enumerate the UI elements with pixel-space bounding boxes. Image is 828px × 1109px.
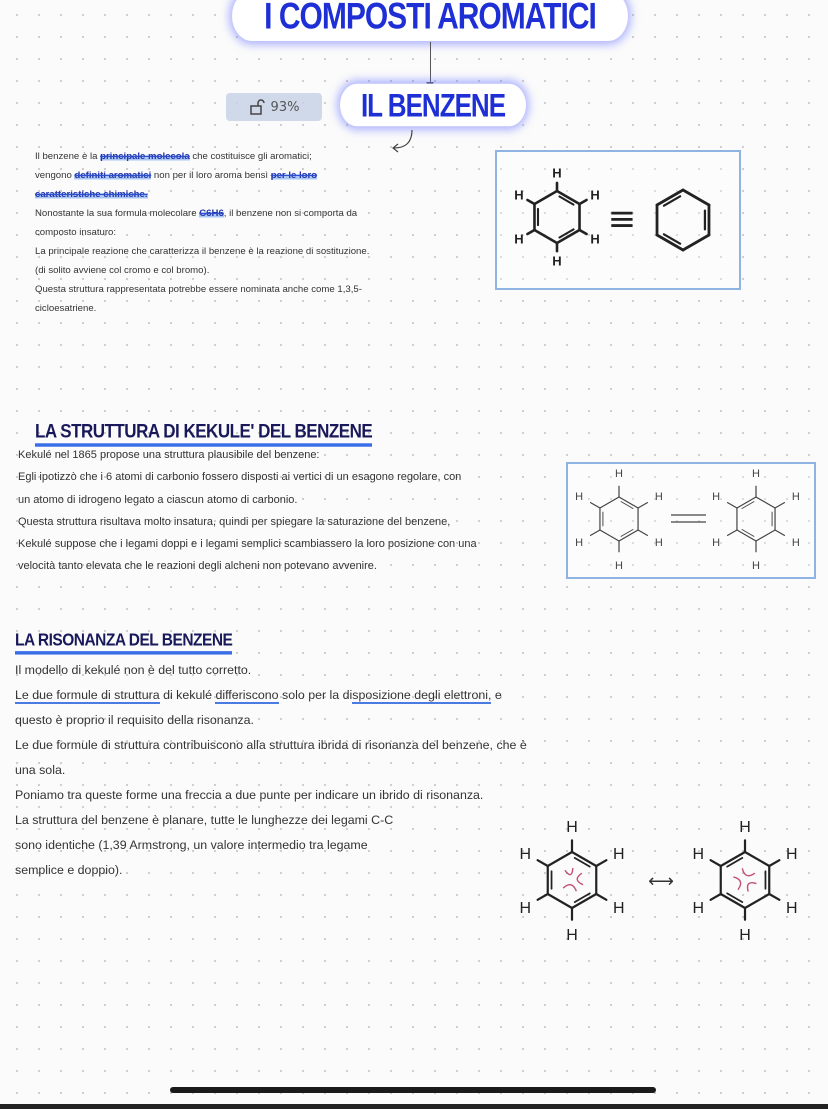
text-line: [35, 166, 369, 185]
text-line: [15, 808, 527, 833]
highlighted-text: definiti aromatici: [74, 170, 152, 181]
hydrogen-label: H: [739, 926, 751, 944]
hydrogen-label: H: [552, 165, 562, 181]
hydrogen-label: H: [612, 899, 625, 917]
equivalence-symbol: ≡: [607, 199, 637, 239]
bond-line: [548, 852, 572, 866]
hydrogen-label: H: [791, 536, 800, 549]
bond-line: [538, 894, 548, 900]
electron-arrow: [742, 868, 755, 875]
bond-line: [769, 894, 779, 900]
bond-line: [527, 200, 534, 204]
text-line: [15, 733, 527, 758]
double-bond-line: [621, 502, 633, 509]
text-segment: questo è proprio il requisito della risonanza.: [15, 713, 255, 727]
hydrogen-label: H: [654, 490, 663, 503]
hydrogen-label: H: [552, 253, 562, 269]
bond-line: [538, 860, 548, 866]
text-segment: Kekulé suppose che i legami doppi e i legami semplici scambiassero la loro posizione con una: [18, 538, 477, 551]
text-segment: di kekulé: [159, 688, 216, 702]
bond-line: [580, 200, 587, 204]
text-line: [35, 185, 369, 204]
text-segment: semplice e doppio).: [15, 863, 123, 877]
bond-line: [711, 860, 721, 866]
hydrogen-label: H: [712, 490, 721, 503]
double-bond-line: [575, 893, 590, 902]
hydrogen-label: H: [615, 559, 623, 572]
text-segment: Questa struttura rappresentata potrebbe essere nominata anche come 1,3,5-: [35, 284, 362, 295]
bond-line: [756, 530, 775, 541]
hydrogen-label: H: [519, 845, 532, 863]
bond-line: [683, 190, 709, 205]
electron-arrow: [733, 877, 740, 890]
text-segment: un atomo di idrogeno legato a ciascun atomo di carbonio.: [18, 493, 298, 506]
bond-line: [591, 530, 600, 535]
hydrogen-label: H: [519, 899, 532, 917]
text-segment: Il modello di kekulé non è del tutto corretto.: [15, 663, 252, 677]
text-line: [35, 147, 369, 166]
text-segment: non per il loro aroma bensì: [151, 170, 271, 181]
intro-paragraph: [35, 147, 369, 318]
resonance-paragraph: [15, 658, 527, 883]
bond-line: [548, 894, 572, 908]
highlighted-text: C6H6: [199, 208, 224, 219]
hydrogen-label: H: [590, 231, 600, 247]
bond-line: [580, 230, 587, 234]
section-title-benzene: IL BENZENE: [340, 84, 526, 127]
hydrogen-label: H: [739, 818, 751, 836]
text-line: [18, 555, 477, 577]
hydrogen-label: H: [785, 845, 798, 863]
hydrogen-label: H: [575, 490, 584, 503]
electron-arrow: [565, 868, 573, 875]
text-segment: Le due formule di struttura contribuiscono alla struttura ibrida di risonanza del benzene, che è: [15, 738, 527, 752]
text-line: [18, 489, 477, 511]
text-line: [15, 783, 527, 808]
bond-line: [683, 235, 709, 250]
hydrogen-label: H: [791, 490, 800, 503]
hydrogen-label: H: [575, 536, 584, 549]
text-line: [18, 511, 477, 533]
text-segment: vengono: [35, 170, 75, 181]
bond-line: [728, 530, 737, 535]
text-segment: una sola.: [15, 763, 66, 777]
bond-line: [534, 230, 557, 243]
text-segment: solo per la di: [278, 688, 353, 702]
text-segment: La struttura del benzene è planare, tutte le lunghezze dei legami C-C: [15, 813, 394, 827]
bond-line: [596, 894, 606, 900]
hydrogen-label: H: [566, 818, 578, 836]
bond-line: [775, 503, 784, 508]
electron-arrow: [563, 885, 576, 891]
text-segment: Il benzene è la: [35, 151, 101, 162]
double-bond-line: [742, 502, 754, 509]
hydrogen-label: H: [590, 187, 600, 203]
text-line: [18, 533, 477, 555]
text-line: [15, 758, 527, 783]
text-segment: cicloesatriene.: [35, 303, 97, 314]
bond-line: [711, 894, 721, 900]
benzene-structure-diagram: [495, 150, 741, 290]
text-segment: Poniamo tra queste forme una freccia a due punte per indicare un ibrido di risonanza.: [15, 788, 484, 802]
bond-line: [591, 503, 600, 508]
text-line: [15, 833, 527, 858]
double-bond-line: [575, 858, 590, 867]
bond-line: [600, 497, 619, 508]
resonance-structures-diagram: [495, 805, 828, 955]
bond-line: [600, 530, 619, 541]
double-bond-line: [742, 529, 754, 536]
bond-line: [638, 503, 647, 508]
hydrogen-label: H: [615, 467, 623, 480]
underlined-text: sposizione degli elettroni,: [352, 688, 492, 702]
curved-arrow: [388, 128, 418, 158]
text-segment: velocità tanto elevata che le reazioni degli alcheni non potevano avvenire.: [18, 560, 377, 573]
hydrogen-label: H: [612, 845, 625, 863]
hydrogen-label: H: [712, 536, 721, 549]
hydrogen-label: H: [752, 467, 760, 480]
bond-line: [638, 530, 647, 535]
hydrogen-label: H: [654, 536, 663, 549]
bond-line: [534, 191, 557, 204]
text-segment: Kekulé nel 1865 propose una struttura plausibile del benzene:: [18, 449, 320, 461]
text-line: [15, 658, 527, 683]
bottom-edge: [0, 1104, 828, 1109]
text-line: [35, 261, 369, 280]
hydrogen-label: H: [514, 187, 524, 203]
text-line: [35, 280, 369, 299]
text-segment: , il benzene non si comporta da: [223, 208, 358, 219]
kekule-paragraph: [18, 444, 477, 578]
text-segment: (di solito avviene col cromo e col bromo).: [35, 265, 210, 276]
bond-line: [775, 530, 784, 535]
bond-line: [596, 860, 606, 866]
double-bond-line: [727, 858, 742, 867]
bond-line: [527, 230, 534, 234]
connector-arrow: [430, 42, 431, 88]
text-segment: che costituisce gli aromatici;: [189, 151, 312, 162]
home-indicator[interactable]: [170, 1087, 656, 1093]
zoom-lock-indicator[interactable]: [226, 93, 322, 121]
bond-line: [745, 852, 769, 866]
text-line: [15, 708, 527, 733]
double-bond-line: [621, 529, 633, 536]
bond-line: [756, 497, 775, 508]
text-segment: e: [491, 688, 502, 702]
hydrogen-label: H: [692, 899, 705, 917]
unlock-icon: [249, 99, 265, 115]
bond-line: [745, 894, 769, 908]
text-line: [18, 444, 477, 466]
hydrogen-label: H: [566, 926, 578, 944]
text-line: [35, 299, 369, 318]
text-line: [15, 683, 527, 708]
text-segment: sono identiche (1,39 Armstrong, un valore intermedio tra legame: [15, 838, 368, 852]
text-line: [35, 204, 369, 223]
bond-line: [728, 503, 737, 508]
hydrogen-label: H: [692, 845, 705, 863]
text-segment: composto insaturo:: [35, 227, 117, 238]
text-segment: Questa struttura risultava molto insatura, quindi per spiegare la saturazione del benzene,: [18, 515, 451, 528]
electron-arrow: [748, 883, 757, 892]
text-line: [35, 242, 369, 261]
hydrogen-label: H: [785, 899, 798, 917]
underlined-text: Le due formule di struttura: [15, 688, 160, 702]
heading-risonanza: LA RISONANZA DEL BENZENE: [15, 630, 232, 654]
heading-kekule: LA STRUTTURA DI KEKULE' DEL BENZENE: [35, 420, 372, 446]
text-segment: Egli ipotizzò che i 6 atomi di carbonio fossero disposti ai vertici di un esagono regolare, con: [18, 471, 462, 484]
hydrogen-label: H: [752, 559, 760, 572]
highlighted-text: caratteristiche chimiche.: [35, 189, 148, 200]
highlighted-text: per le loro: [270, 170, 318, 181]
kekule-structures-diagram: [566, 462, 816, 579]
resonance-arrow: ⟷: [648, 871, 674, 892]
zoom-level: 93%: [270, 99, 300, 115]
text-line: [18, 466, 477, 488]
highlighted-text: principale molecola: [100, 151, 190, 162]
hydrogen-label: H: [514, 231, 524, 247]
underlined-text: differiscono: [215, 688, 279, 702]
electron-arrow: [577, 873, 583, 884]
text-line: [15, 858, 527, 883]
page-title: I COMPOSTI AROMATICI: [232, 0, 628, 41]
double-bond-line: [727, 893, 742, 902]
text-segment: La principale reazione che caratterizza il benzene è la reazione di sostituzione.: [35, 246, 370, 257]
text-segment: Nonostante la sua formula molecolare: [35, 208, 200, 219]
text-line: [35, 223, 369, 242]
bond-line: [769, 860, 779, 866]
